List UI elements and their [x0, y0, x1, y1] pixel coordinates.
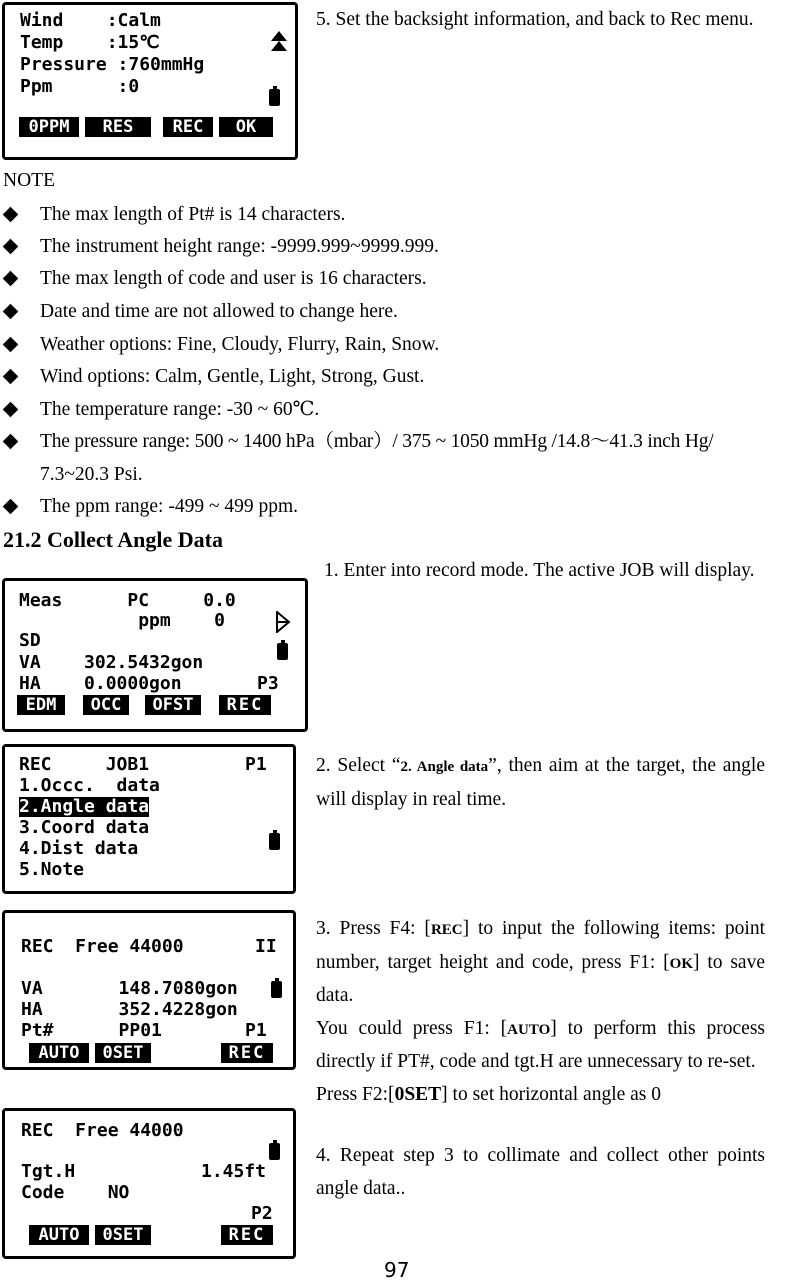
section-heading: 21.2 Collect Angle Data — [3, 527, 223, 552]
screen-line: VA 302.5432gon — [19, 652, 204, 673]
softkey-rec[interactable]: REC — [219, 695, 271, 715]
page-indicator: P2 — [251, 1203, 273, 1224]
scroll-arrows-icon — [271, 31, 287, 55]
target-height-value: 1.45ft — [201, 1161, 267, 1182]
screen-line: SD — [19, 630, 41, 651]
page-indicator: P1 — [245, 1020, 267, 1041]
screen-title: REC Free 44000 — [21, 936, 184, 957]
battery-icon — [269, 1143, 280, 1160]
screen-line: HA 352.4228gon — [21, 999, 238, 1020]
battery-icon — [277, 643, 288, 660]
battery-icon — [269, 833, 280, 850]
angle-record-screen-page2 — [2, 1108, 296, 1259]
note-item-continuation: 7.3~20.3 Psi. — [40, 464, 143, 485]
screen-title: REC Free 44000 — [21, 1120, 184, 1141]
softkey-0set[interactable]: 0SET — [95, 1043, 151, 1063]
softkey-res[interactable]: RES — [85, 117, 151, 137]
battery-icon — [271, 981, 282, 998]
menu-item-dist-data[interactable]: 4.Dist data — [19, 838, 139, 859]
softkey-edm[interactable]: EDM — [17, 695, 65, 715]
softkey-auto[interactable]: AUTO — [29, 1043, 89, 1063]
softkey-occ[interactable]: OCC — [83, 695, 129, 715]
screen-line: Tgt.H — [21, 1161, 76, 1182]
menu-item-angle-data[interactable]: 2.Angle data — [19, 796, 150, 817]
measure-screen — [2, 578, 308, 732]
angle-record-screen — [2, 910, 296, 1070]
softkey-auto[interactable]: AUTO — [29, 1225, 89, 1245]
weather-screen — [2, 2, 298, 160]
menu-item-coord-data[interactable]: 3.Coord data — [19, 817, 150, 838]
screen-line: ppm 0 — [19, 610, 225, 631]
step-2-text: 2. Select “2. Angle data”, then aim at the target, the angle will display in real time. — [316, 755, 766, 810]
screen-line: Code NO — [21, 1182, 130, 1203]
page-indicator: P1 — [245, 754, 267, 775]
screen-line: Pt# PP01 — [21, 1020, 162, 1041]
page-indicator: P3 — [257, 673, 279, 694]
screen-line: HA 0.0000gon — [19, 673, 182, 694]
screen-title: REC JOB1 — [19, 754, 150, 775]
menu-item-note[interactable]: 5.Note — [19, 859, 85, 880]
softkey-rec[interactable]: REC — [163, 117, 213, 137]
softkey-rec[interactable]: REC — [221, 1043, 273, 1063]
screen-line: Wind :Calm — [20, 10, 161, 31]
step-4-text: 4. Repeat step 3 to collimate and collect other points angle data.. — [316, 1145, 765, 1199]
face-indicator: II — [255, 936, 277, 957]
softkey-ok[interactable]: OK — [219, 117, 273, 137]
softkey-0set[interactable]: 0SET — [95, 1225, 151, 1245]
screen-line: Temp :15℃ — [20, 32, 160, 53]
step-1-text: 1. Enter into record mode. The active JOB will display. — [324, 560, 755, 581]
softkey-0ppm[interactable]: 0PPM — [19, 117, 79, 137]
menu-item-occ[interactable]: 1.Occc. data — [19, 775, 160, 796]
page-number: 97 — [384, 1258, 410, 1282]
prism-icon — [275, 611, 291, 633]
step-3-text: 3. Press F4: [REC] to input the following items: point number, target height and code, press F1: [OK] to save data. You could press F1: [AUTO] to perform this process directly if PT#, code and tgt.H are unnecessary to re-set. Press F2:[0SET] to set horizontal angle as 0 — [316, 918, 765, 1105]
softkey-ofst[interactable]: OFST — [145, 695, 201, 715]
softkey-rec[interactable]: REC — [221, 1225, 273, 1245]
step-5-text: 5. Set the backsight information, and back to Rec menu. — [316, 9, 754, 30]
screen-line: Pressure :760mmHg — [20, 54, 205, 75]
rec-menu-screen — [2, 744, 296, 894]
screen-line: VA 148.7080gon — [21, 978, 238, 999]
note-title: NOTE — [3, 170, 55, 191]
battery-icon — [269, 89, 280, 106]
screen-line: Ppm :0 — [20, 76, 140, 97]
screen-line: Meas PC 0.0 — [19, 590, 236, 611]
